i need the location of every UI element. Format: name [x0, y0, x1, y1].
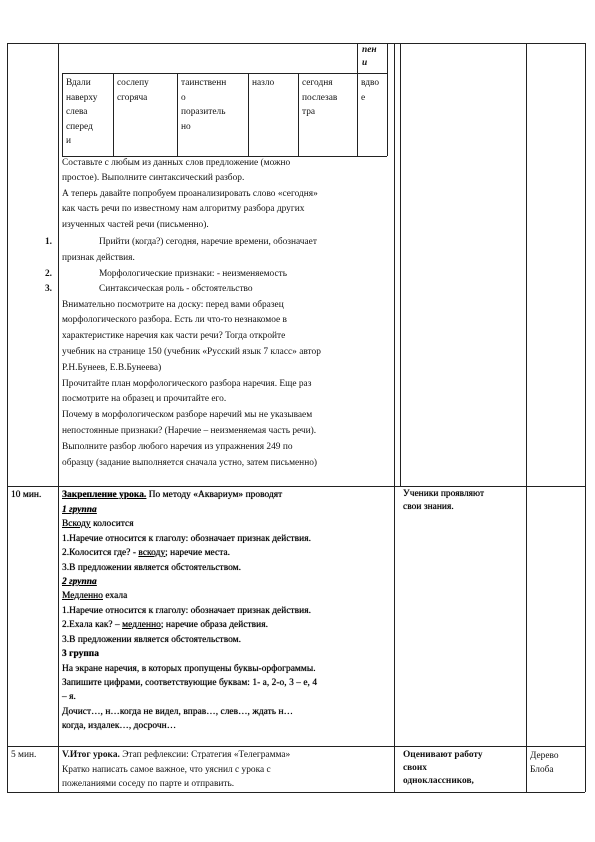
group-phrase	[62, 590, 127, 602]
phrase-rest: колосится	[90, 519, 134, 529]
step-text: Прийти (когда?) сегодня, наречие времени, обозначает	[99, 237, 317, 247]
item-prefix: 2.Колосится где? -	[62, 548, 139, 558]
adverbs-table-line	[357, 73, 358, 156]
group-item: Дочист…, н…когда не видел, вправ…, слев…, ждать н…	[62, 707, 294, 717]
column-divider-4	[526, 43, 527, 792]
adverbs-table-header-cell: пен и	[362, 45, 377, 68]
step-number: 2.	[44, 269, 52, 279]
group-item: – я.	[62, 692, 76, 702]
text-line: учебник на странице 150 (учебник «Русский язык 7 класс» автор	[62, 347, 321, 357]
section-title-bold: V.Итог урока.	[62, 750, 120, 760]
column-divider-3	[400, 43, 401, 486]
text-line: образцу (задание выполняется сначала устно, затем письменно)	[62, 458, 318, 468]
student-activity-cell: Ученики проявляют свои знания.	[403, 489, 485, 512]
adverbs-table-cell: таинственн о поразитель но	[181, 78, 227, 132]
time-cell: 10 мин.	[11, 490, 42, 500]
text-line: Кратко написать самое важное, что уяснил с урока с	[62, 765, 271, 775]
text-line: посмотрите на образец и прочитайте его.	[62, 394, 227, 404]
group-heading: 2 группа	[62, 577, 97, 587]
text-line: изученных частей речи (письменно).	[62, 220, 209, 230]
phrase-rest: ехала	[102, 591, 128, 601]
adverbs-table-line	[298, 73, 299, 156]
text-line: Внимательно посмотрите на доску: перед вами образец	[62, 300, 284, 310]
section-title	[62, 749, 290, 761]
group-item: когда, издалек…, досрочн…	[62, 721, 177, 731]
group-item: 1.Наречие относится к глаголу: обозначает признак действия.	[62, 606, 311, 616]
adverbs-table-cell: сегодня послезав тра	[302, 78, 338, 117]
adverbs-table-line	[357, 43, 358, 73]
group-heading: 3 группа	[62, 649, 99, 659]
underlined-adverb: медленно	[122, 620, 161, 630]
text-line: Прочитайте план морфологического разбора наречия. Еще раз	[62, 379, 312, 389]
text-line: Составьте с любым из данных слов предложение (можно	[62, 158, 291, 168]
group-item: 1.Наречие относится к глаголу: обозначает признак действия.	[62, 534, 311, 544]
student-activity-cell: Оценивают работу своих одноклассников,	[403, 750, 483, 786]
adverbs-table-line	[62, 73, 387, 74]
text-line: морфологического разбора. Есть ли что-то незнакомое в	[62, 315, 287, 325]
row-divider-2	[7, 746, 585, 747]
adverbs-table-cell: вдво е	[361, 78, 380, 103]
table-bottom-border	[7, 792, 585, 793]
table-right-border	[585, 43, 586, 792]
table-left-border	[7, 43, 8, 792]
adverbs-table-line	[62, 73, 63, 156]
text-line: простое). Выполните синтаксический разбор.	[62, 173, 245, 183]
group-item: Запишите цифрами, соответствующие буквам: 1- а, 2-о, 3 – е, 4	[62, 678, 318, 688]
text-line: А теперь давайте попробуем проанализировать слово «сегодня»	[62, 189, 318, 199]
section-title-rest: По методу «Аквариум» проводят	[146, 490, 283, 500]
adverbs-table-line	[387, 43, 388, 156]
text-line: Выполните разбор любого наречия из упражнения 249 по	[62, 442, 293, 452]
item-rest: ; наречие образа действия.	[160, 620, 268, 630]
group-item	[62, 619, 268, 631]
underlined-adverb: Вскоду	[62, 519, 91, 529]
row-divider-1	[7, 486, 585, 487]
text-line: Р.Н.Бунеев, Е.В.Бунеева)	[62, 363, 162, 373]
adverbs-table-cell: сослепу сгоряча	[117, 78, 149, 103]
section-title	[62, 489, 282, 501]
group-phrase	[62, 518, 134, 530]
step-text: Морфологические признаки: - неизменяемость	[99, 269, 288, 279]
group-item: 3.В предложении является обстоятельством.	[62, 563, 242, 573]
group-item	[62, 547, 230, 559]
column-divider-2	[394, 43, 395, 792]
table-top-border	[7, 43, 585, 44]
resource-cell: Дерево Блоба	[530, 751, 559, 775]
group-item: На экране наречия, в которых пропущены буквы-орфограммы.	[62, 664, 316, 674]
adverbs-table-line	[248, 73, 249, 156]
time-cell: 5 мин.	[11, 750, 37, 760]
step-text: Синтаксическая роль - обстоятельство	[99, 284, 253, 294]
column-divider-1	[58, 43, 59, 792]
text-line: непостоянные признаки? (Наречие – неизменяемая часть речи).	[62, 426, 317, 436]
item-prefix: 2.Ехала как? –	[62, 620, 123, 630]
section-title-bold: Закрепление урока.	[62, 490, 147, 500]
step-number: 3.	[44, 284, 52, 294]
step-number: 1.	[44, 237, 52, 247]
text-line: характеристике наречия как части речи? Тогда откройте	[62, 331, 286, 341]
adverbs-table-line	[177, 73, 178, 156]
text-line: как часть речи по известному нам алгоритму разбора других	[62, 204, 305, 214]
text-line: Почему в морфологическом разборе наречий мы не указываем	[62, 410, 313, 420]
step-text: признак действия.	[62, 253, 135, 263]
item-rest: ; наречие места.	[165, 548, 231, 558]
section-title-rest: Этап рефлексии: Стратегия «Телеграмма»	[119, 750, 291, 760]
group-heading: 1 группа	[62, 505, 97, 515]
underlined-adverb: вскоду	[138, 548, 166, 558]
adverbs-table-cell: Вдали наверху слева сперед и	[66, 78, 98, 146]
underlined-adverb: Медленно	[62, 591, 103, 601]
adverbs-table-cell: назло	[252, 78, 275, 88]
text-line: пожеланиями соседу по парте и отправить.	[62, 779, 235, 789]
adverbs-table-line	[113, 73, 114, 156]
group-item: 3.В предложении является обстоятельством.	[62, 635, 242, 645]
